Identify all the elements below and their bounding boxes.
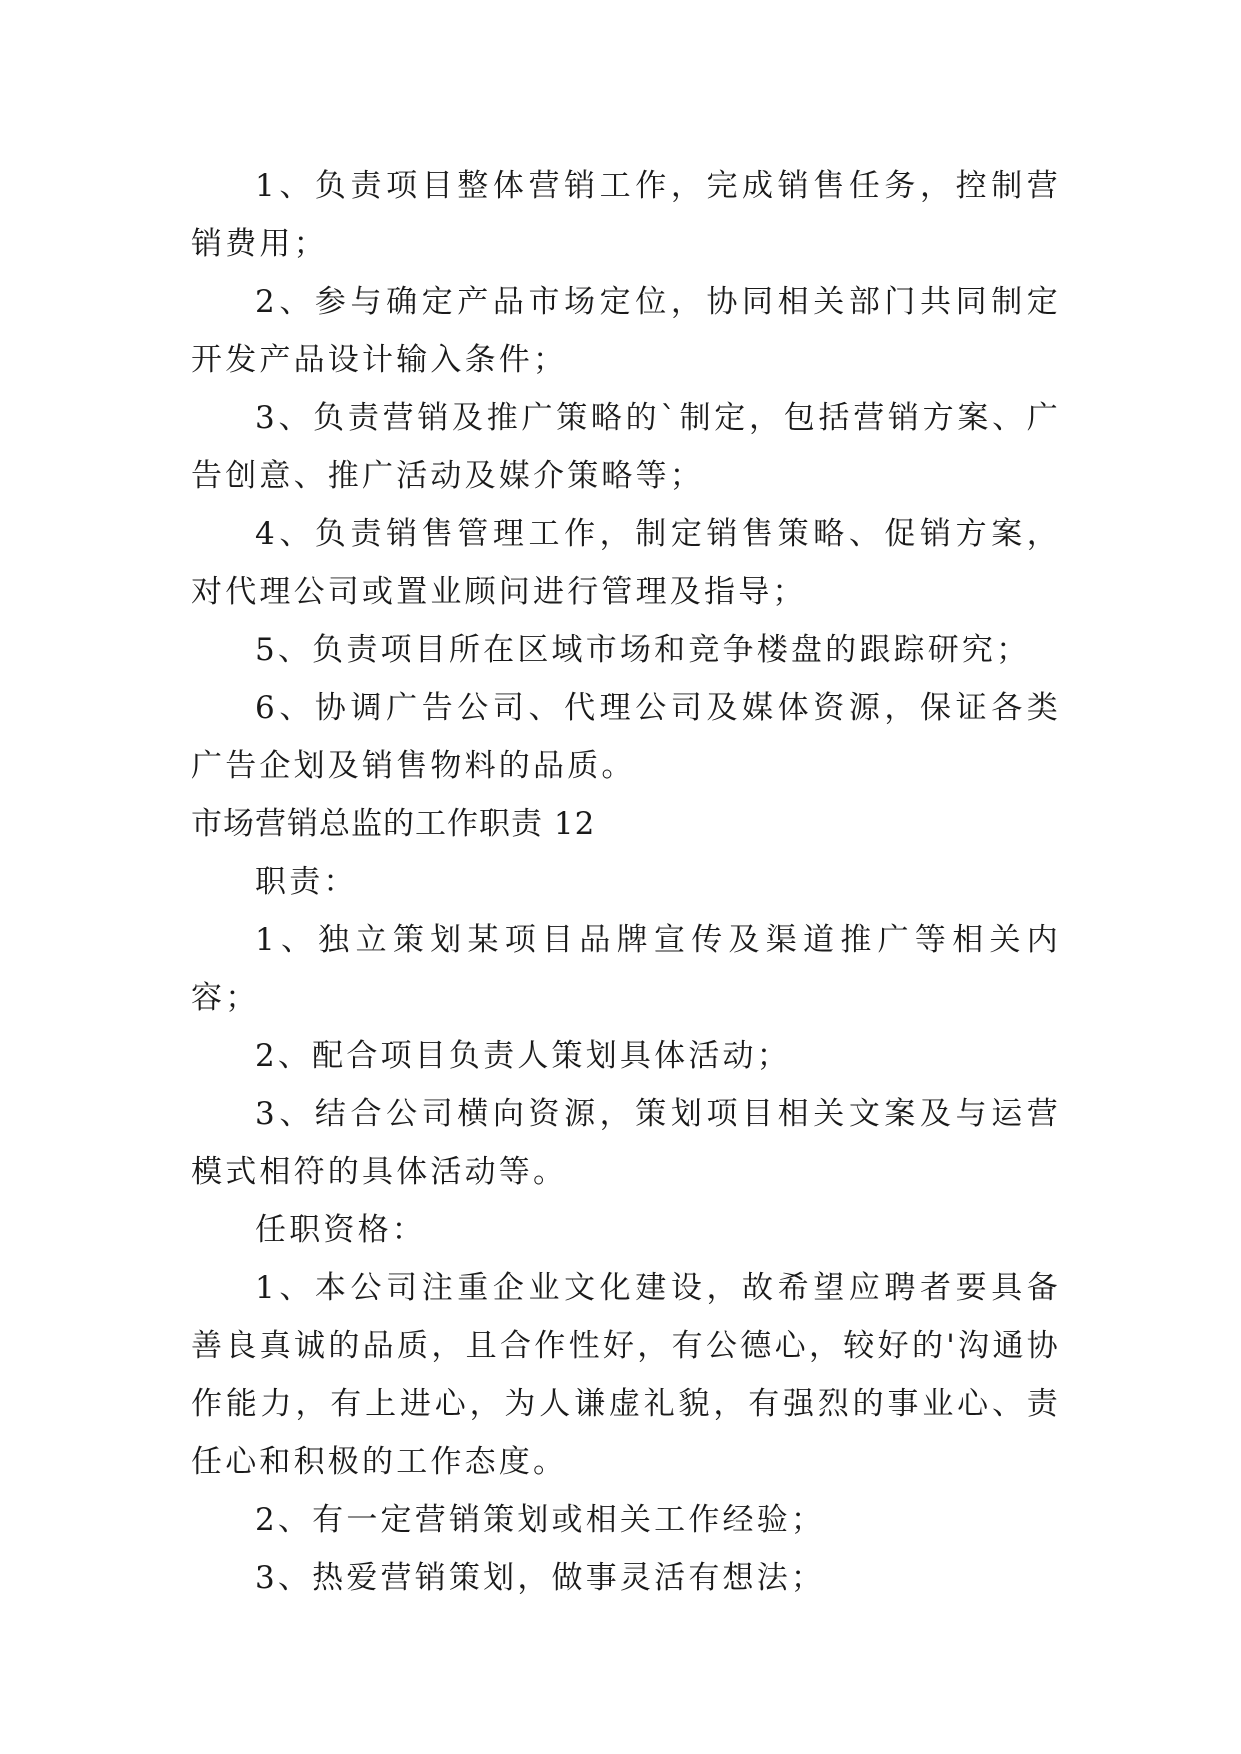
list-item: 3、结合公司横向资源，策划项目相关文案及与运营模式相符的具体活动等。	[191, 1096, 1061, 1190]
qualifications-label: 任职资格：	[255, 1212, 426, 1248]
paragraph: 6、协调广告公司、代理公司及媒体资源，保证各类广告企划及销售物料的品质。	[191, 690, 1061, 784]
list-item: 3、热爱营销策划，做事灵活有想法；	[255, 1560, 826, 1596]
list-item: 2、配合项目负责人策划具体活动；	[255, 1038, 791, 1074]
paragraph: 3、负责营销及推广策略的`制定，包括营销方案、广告创意、推广活动及媒介策略等；	[191, 400, 1061, 494]
list-item: 1、本公司注重企业文化建设，故希望应聘者要具备善良真诚的品质，且合作性好，有公德心，较好的'沟通协作能力，有上进心，为人谦虚礼貌，有强烈的事业心、责任心和积极的工作态度。	[191, 1270, 1061, 1480]
paragraph: 1、负责项目整体营销工作，完成销售任务，控制营销费用；	[191, 168, 1061, 262]
section-title: 市场营销总监的工作职责 12	[191, 806, 596, 842]
paragraph: 4、负责销售管理工作，制定销售策略、促销方案，对代理公司或置业顾问进行管理及指导；	[191, 516, 1061, 610]
list-item: 1、独立策划某项目品牌宣传及渠道推广等相关内容；	[191, 922, 1061, 1016]
document-body	[191, 157, 1061, 1607]
paragraph: 2、参与确定产品市场定位，协同相关部门共同制定开发产品设计输入条件；	[191, 284, 1061, 378]
paragraph: 5、负责项目所在区域市场和竞争楼盘的跟踪研究；	[255, 632, 1031, 668]
list-item: 2、有一定营销策划或相关工作经验；	[255, 1502, 826, 1538]
responsibilities-label: 职责：	[255, 864, 358, 900]
